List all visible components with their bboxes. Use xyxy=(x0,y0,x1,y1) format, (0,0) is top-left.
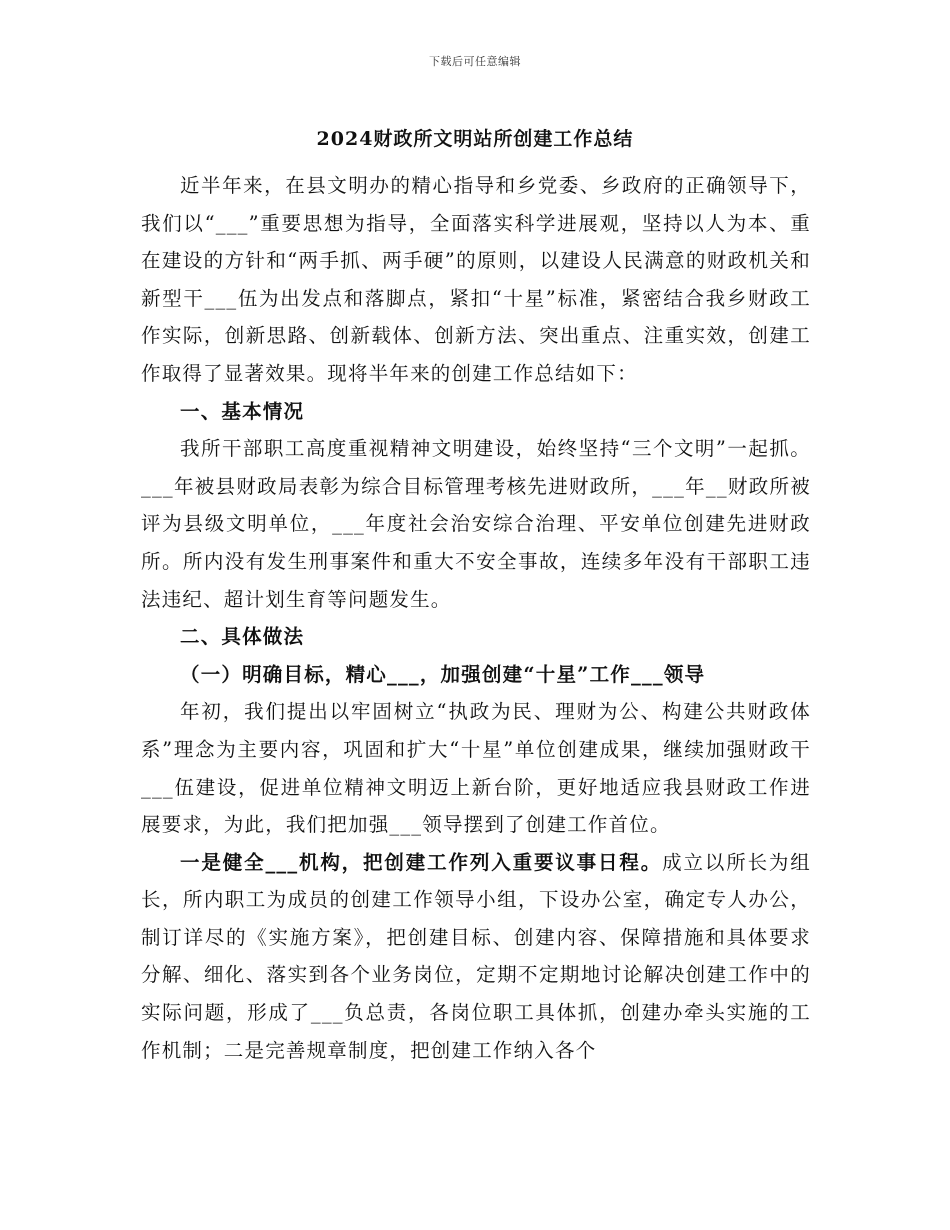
header-note: 下载后可任意编辑 xyxy=(429,55,521,68)
subsection-heading-1: （一）明确目标，精心___，加强创建“十星”工作___领导 xyxy=(180,662,706,686)
paragraph-intro: 近半年来，在县文明办的精心指导和乡党委、乡政府的正确领导下，我们以“___”重要思想为指导，全面落实科学进展观，坚持以人为本、重在建设的方针和“两手抓、两手硬”的原则，以建设人民满意的财政机关和新型干___伍为出发点和落脚点，紧扣“十星”标准，紧密结合我乡财政工作实际，创新思路、创新载体、创新方法、突出重点、注重实效，创建工作取得了显著效果。现将半年来的创建工作总结如下： xyxy=(141,174,811,385)
section-heading-specific-methods: 二、具体做法 xyxy=(180,625,305,649)
paragraph-basic-situation: 我所干部职工高度重视精神文明建设，始终坚持“三个文明”一起抓。___年被县财政局表彰为综合目标管理考核先进财政所，___年__财政所被评为县级文明单位，___年度社会治安综合治理、平安单位创建先进财政所。所内没有发生刑事案件和重大不安全事故，连续多年没有干部职工违法违纪、超计划生育等问题发生。 xyxy=(141,437,811,611)
paragraph-organization xyxy=(141,844,811,1070)
paragraph-lead-bold: 一是健全___机构，把创建工作列入重要议事日程。 xyxy=(180,850,663,874)
paragraph-goals: 年初，我们提出以牢固树立“执政为民、理财为公、构建公共财政体系”理念为主要内容，巩固和扩大“十星”单位创建成果，继续加强财政干___伍建设，促进单位精神文明迈上新台阶，更好地适应我县财政工作进展要求，为此，我们把加强___领导摆到了创建工作首位。 xyxy=(141,700,811,837)
paragraph-organization-body: 成立以所长为组长，所内职工为成员的创建工作领导小组，下设办公室，确定专人办公，制订详尽的《实施方案》，把创建目标、创建内容、保障措施和具体要求分解、细化、落实到各个业务岗位，定期不定期地讨论解决创建工作中的实际问题，形成了___负总责，各岗位职工具体抓，创建办牵头实施的工作机制；二是完善规章制度，把创建工作纳入各个 xyxy=(141,850,811,1062)
section-heading-basic-situation: 一、基本情况 xyxy=(180,399,305,423)
document-title: 2024财政所文明站所创建工作总结 xyxy=(316,128,634,150)
document-body xyxy=(141,167,811,1069)
